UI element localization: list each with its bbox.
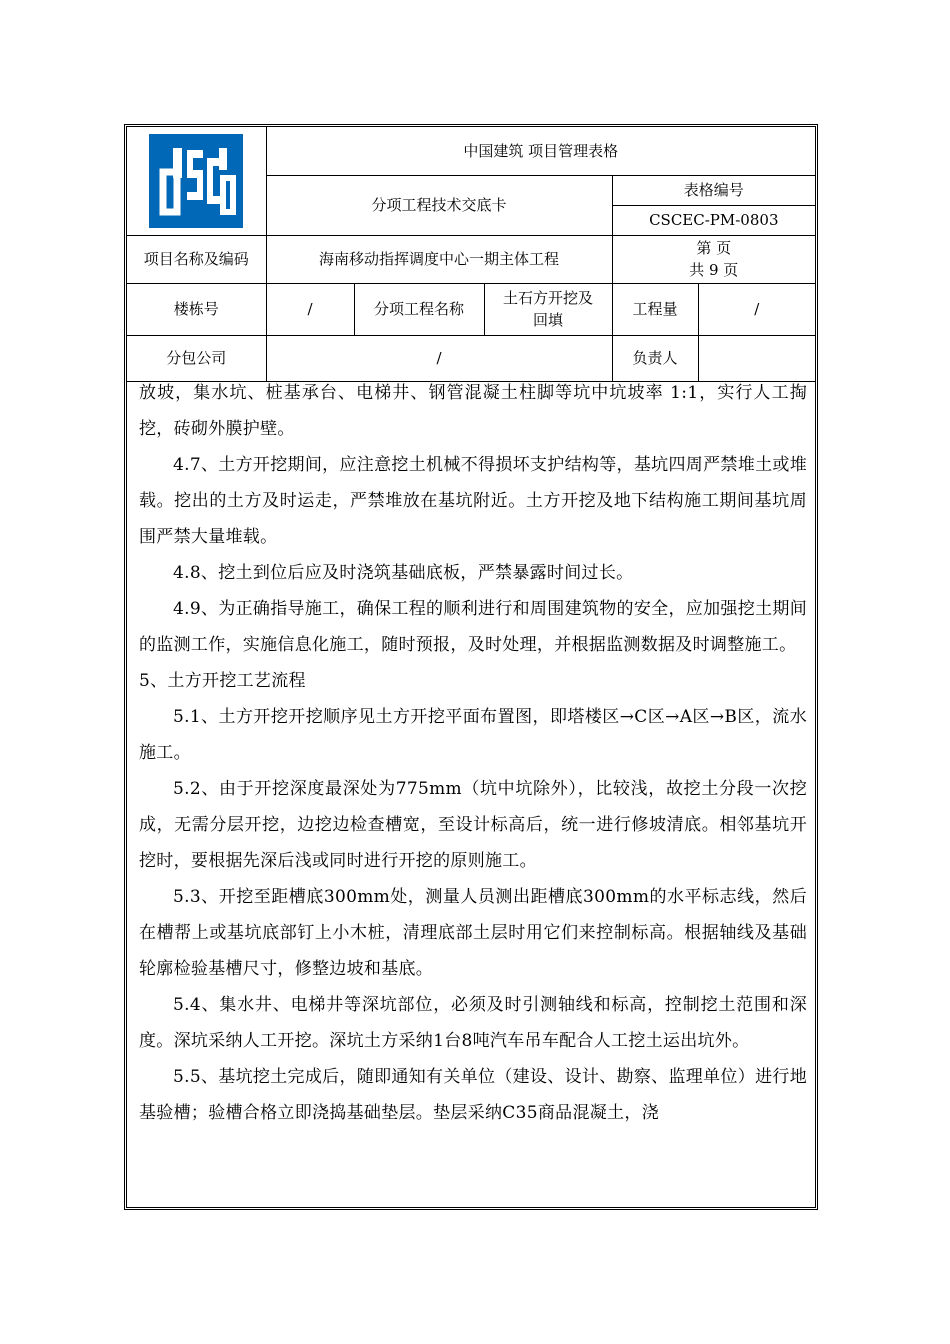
header-table [127,127,815,382]
logo-cell [127,127,266,235]
paragraph: 5.1、土方开挖开挖顺序见土方开挖平面布置图，即塔楼区→C区→A区→B区，流水施工。 [139,707,807,763]
paragraph: 5.3、开挖至距槽底300mm处，测量人员测出距槽底300mm的水平标志线，然后在槽帮上或基坑底部钉上小木桩，清理底部土层时用它们来控制标高。根据轴线及基础轮廓检验基槽尺寸，修整边坡和基底。 [139,887,807,979]
cscec-logo-icon [149,134,243,228]
owner-label: 负责人 [612,335,698,381]
form-no: CSCEC-PM-0803 [612,205,815,235]
form-no-label: 表格编号 [612,175,815,205]
paragraph: 4.9、为正确指导施工，确保工程的顺利进行和周围建筑物的安全，应加强挖土期间的监测工作，实施信息化施工，随时预报，及时处理，并根据监测数据及时调整施工。 [139,599,807,655]
page-total: 共 9 页 [689,261,739,279]
paragraph: 5.5、基坑挖土完成后，随即通知有关单位（建设、设计、勘察、监理单位）进行地基验槽；验槽合格立即浇捣基础垫层。垫层采纳C35商品混凝土，浇 [139,1067,807,1123]
building-label: 楼栋号 [127,283,266,335]
project-name: 海南移动指挥调度中心一期主体工程 [266,235,612,283]
page-info [612,235,815,283]
subcontractor-label: 分包公司 [127,335,266,381]
section-heading: 5、土方开挖工艺流程 [139,671,306,691]
subitem-label: 分项工程名称 [354,283,484,335]
building-value: / [266,283,354,335]
paragraph: 4.7、土方开挖期间，应注意挖土机械不得损坏支护结构等，基坑四周严禁堆土或堆载。挖出的土方及时运走，严禁堆放在基坑附近。土方开挖及地下结构施工期间基坑周围严禁大量堆载。 [139,455,807,547]
quantity-label: 工程量 [612,283,698,335]
subitem-value: 土石方开挖及回填 [484,283,612,335]
paragraph: 4.8、挖土到位后应及时浇筑基础底板，严禁暴露时间过长。 [173,563,634,583]
page-label: 第 页 [696,239,732,257]
org-title: 中国建筑 项目管理表格 [266,127,815,175]
document-frame [124,124,818,1210]
form-title: 分项工程技术交底卡 [266,175,612,235]
subcontractor-value: / [266,335,612,381]
body-text [139,375,807,1131]
paragraph: 5.2、由于开挖深度最深处为775mm（坑中坑除外），比较浅，故挖土分段一次挖成，无需分层开挖，边挖边检查槽宽，至设计标高后，统一进行修坡清底。相邻基坑开挖时，要根据先深后浅或同时进行开挖的原则施工。 [139,779,807,871]
paragraph: 5.4、集水井、电梯井等深坑部位，必须及时引测轴线和标高，控制挖土范围和深度。深坑采纳人工开挖。深坑土方采纳1台8吨汽车吊车配合人工挖土运出坑外。 [139,995,807,1051]
project-label: 项目名称及编码 [127,235,266,283]
paragraph: 放坡，集水坑、桩基承台、电梯井、钢管混凝土柱脚等坑中坑坡率 1:1，实行人工掏挖，砖砌外膜护壁。 [139,383,807,439]
quantity-value: / [698,283,815,335]
